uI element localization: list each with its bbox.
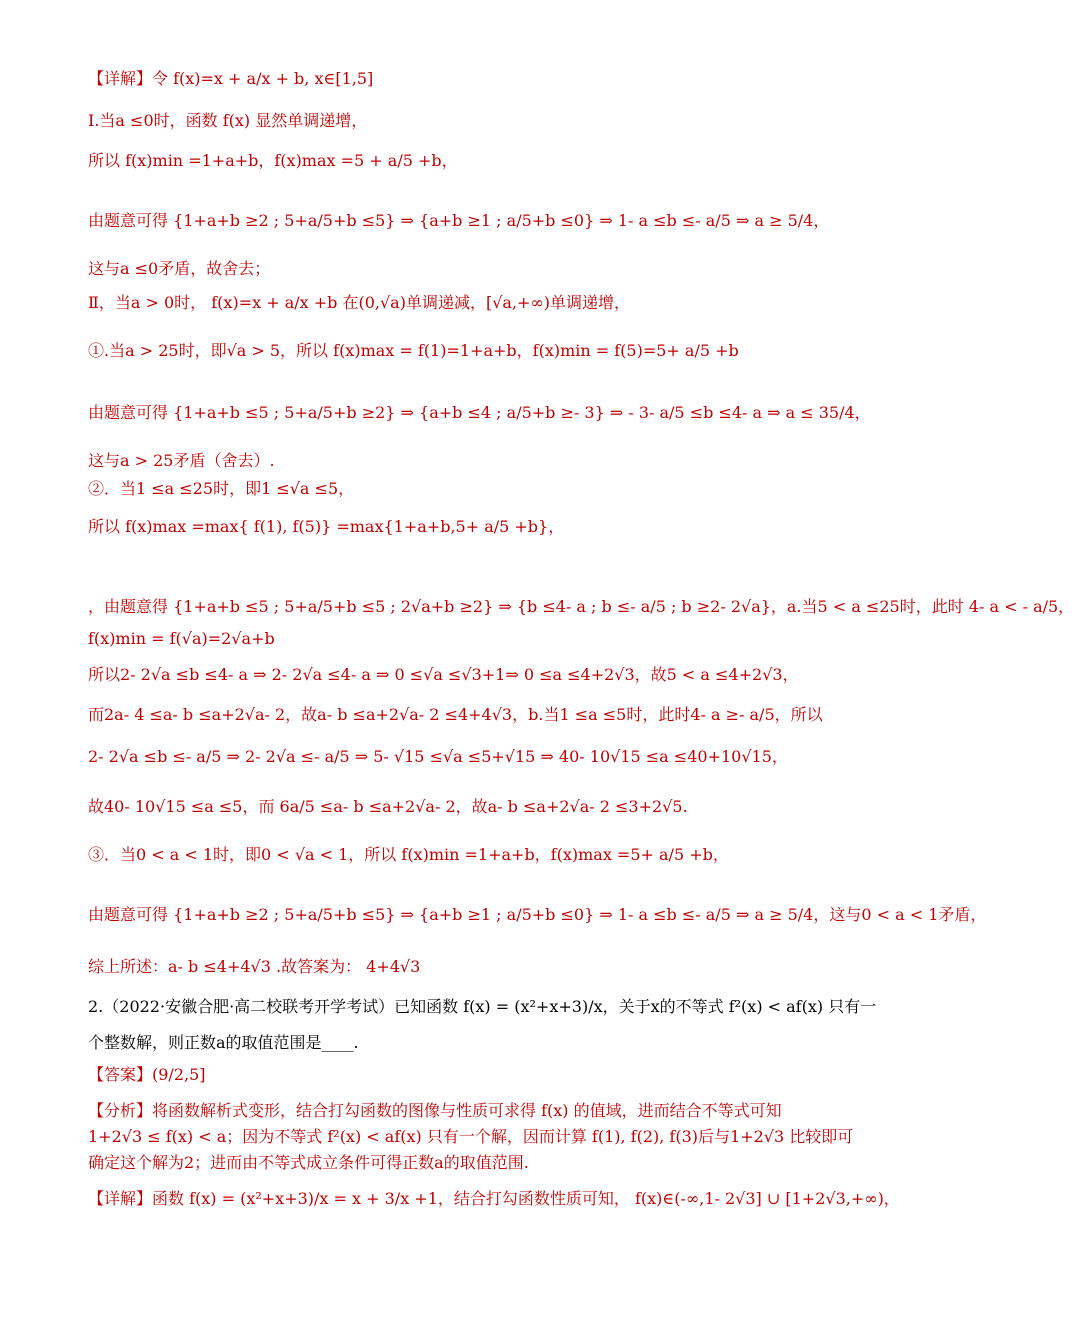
text-line: 综上所述：a- b ≤4+4√3 .故答案为： 4+4√3 <box>88 957 421 976</box>
text-line: 由题意可得 {1+a+b ≥2 ; 5+a/5+b ≤5} ⇒ {a+b ≥1 ; a/5+b ≤0} ⇒ 1- a ≤b ≤- a/5 ⇒ a ≥ 5/4， <box>88 211 830 230</box>
text-line: 所以2- 2√a ≤b ≤4- a ⇒ 2- 2√a ≤4- a ⇒ 0 ≤√a ≤√3+1⇒ 0 ≤a ≤4+2√3，故5 < a ≤4+2√3， <box>88 665 799 684</box>
text-line: 这与a > 25矛盾（舍去）. <box>88 451 275 470</box>
text-line: 2.（2022·安徽合肥·高二校联考开学考试）已知函数 f(x) = (x²+x+3)/x，关于x的不等式 f²(x) < af(x) 只有一 <box>88 997 877 1016</box>
text-line: 【详解】令 f(x)=x + a/x + b, x∈[1,5] <box>88 69 374 88</box>
text-line: 2- 2√a ≤b ≤- a/5 ⇒ 2- 2√a ≤- a/5 ⇒ 5- √15 ≤√a ≤5+√15 ⇒ 40- 10√15 ≤a ≤40+10√15， <box>88 747 788 766</box>
text-line: 而2a- 4 ≤a- b ≤a+2√a- 2，故a- b ≤a+2√a- 2 ≤4+4√3，b.当1 ≤a ≤5时，此时4- a ≥- a/5，所以 <box>88 705 823 724</box>
text-line: f(x)min = f(√a)=2√a+b <box>88 629 275 648</box>
text-line: 由题意可得 {1+a+b ≥2 ; 5+a/5+b ≤5} ⇒ {a+b ≥1 ; a/5+b ≤0} ⇒ 1- a ≤b ≤- a/5 ⇒ a ≥ 5/4，这与0 < a < 1矛盾， <box>88 905 987 924</box>
text-line: 【详解】函数 f(x) = (x²+x+3)/x = x + 3/x +1，结合打勾函数性质可知， f(x)∈(-∞,1- 2√3] ∪ [1+2√3,+∞)， <box>88 1189 900 1208</box>
text-line: 【分析】将函数解析式变形，结合打勾函数的图像与性质可求得 f(x) 的值域，进而结合不等式可知 <box>88 1101 782 1120</box>
text-line: 所以 f(x)max =max{ f(1), f(5)} =max{1+a+b,5+ a/5 +b}， <box>88 517 565 536</box>
text-line: ③．当0 < a < 1时，即0 < √a < 1，所以 f(x)min =1+a+b，f(x)max =5+ a/5 +b， <box>88 845 729 864</box>
text-line: 所以 f(x)min =1+a+b，f(x)max =5 + a/5 +b， <box>88 151 458 170</box>
text-line: Ⅱ，当a > 0时， f(x)=x + a/x +b 在(0,√a)单调递减，[√a,+∞)单调递增， <box>88 293 630 312</box>
text-line: 个整数解，则正数a的取值范围是____. <box>88 1033 359 1052</box>
text-line: ①.当a > 25时，即√a > 5，所以 f(x)max = f(1)=1+a+b，f(x)min = f(5)=5+ a/5 +b <box>88 341 739 360</box>
text-line: 这与a ≤0矛盾，故舍去； <box>88 259 271 278</box>
text-line: 1+2√3 ≤ f(x) < a；因为不等式 f²(x) < af(x) 只有一个解，因而计算 f(1), f(2), f(3)后与1+2√3 比较即可 <box>88 1127 854 1146</box>
text-line: 确定这个解为2；进而由不等式成立条件可得正数a的取值范围. <box>88 1153 529 1172</box>
text-line: Ⅰ.当a ≤0时，函数 f(x) 显然单调递增， <box>88 111 368 130</box>
text-line: ，由题意得 {1+a+b ≤5 ; 5+a/5+b ≤5 ; 2√a+b ≥2} ⇒ {b ≤4- a ; b ≤- a/5 ; b ≥2- 2√a}，a.当5 < a ≤25时，此时 4- a < - a/5， <box>88 597 1074 616</box>
text-line: 故40- 10√15 ≤a ≤5，而 6a/5 ≤a- b ≤a+2√a- 2，故a- b ≤a+2√a- 2 ≤3+2√5. <box>88 797 688 816</box>
text-line: 【答案】(9/2,5] <box>88 1065 206 1084</box>
text-line: ②．当1 ≤a ≤25时，即1 ≤√a ≤5， <box>88 479 355 498</box>
text-line: 由题意可得 {1+a+b ≤5 ; 5+a/5+b ≥2} ⇒ {a+b ≤4 ; a/5+b ≥- 3} ⇒ - 3- a/5 ≤b ≤4- a ⇒ a ≤ 35/4， <box>88 403 871 422</box>
